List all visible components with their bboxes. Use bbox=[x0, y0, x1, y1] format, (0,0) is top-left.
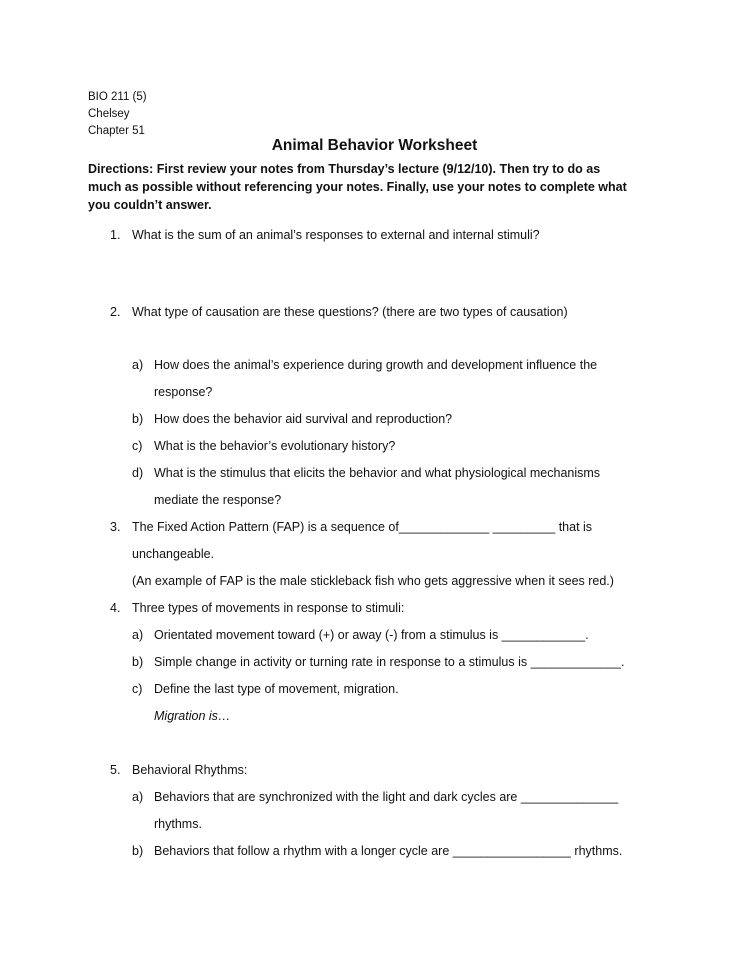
question-2d-continued: mediate the response? bbox=[154, 493, 282, 507]
question-2c bbox=[132, 439, 395, 453]
question-number: 4. bbox=[110, 601, 121, 615]
sub-letter: b) bbox=[132, 412, 144, 426]
question-number: 3. bbox=[110, 520, 121, 534]
chapter-label: Chapter 51 bbox=[88, 125, 145, 137]
sub-question-text: Simple change in activity or turning rate in response to a stimulus is _____________. bbox=[154, 655, 625, 669]
sub-question-text: Define the last type of movement, migration. bbox=[154, 682, 399, 696]
page-title: Animal Behavior Worksheet bbox=[271, 137, 478, 154]
migration-answer-prompt: Migration is… bbox=[154, 709, 231, 723]
directions-line: Directions: First review your notes from Thursday’s lecture (9/12/10). Then try to do as bbox=[88, 162, 601, 176]
question-text: What type of causation are these questions? (there are two types of causation) bbox=[132, 305, 568, 319]
sub-question-text: Behaviors that follow a rhythm with a longer cycle are _________________ rhythms. bbox=[154, 844, 623, 858]
question-2 bbox=[110, 305, 568, 319]
question-2d bbox=[132, 466, 600, 480]
sub-letter: c) bbox=[132, 682, 143, 696]
question-5 bbox=[110, 763, 247, 777]
sub-letter: c) bbox=[132, 439, 143, 453]
course-code: BIO 211 (5) bbox=[88, 91, 147, 103]
student-name: Chelsey bbox=[88, 108, 130, 120]
question-5a-continued: rhythms. bbox=[154, 817, 202, 831]
question-4 bbox=[110, 601, 404, 615]
question-2b bbox=[132, 412, 452, 426]
sub-question-text: How does the behavior aid survival and reproduction? bbox=[154, 412, 453, 426]
question-5b bbox=[132, 844, 622, 858]
question-text: What is the sum of an animal’s responses to external and internal stimuli? bbox=[132, 228, 540, 242]
sub-question-text: Behaviors that are synchronized with the light and dark cycles are ______________ bbox=[154, 790, 619, 804]
directions-line: much as possible without referencing your notes. Finally, use your notes to complete what bbox=[88, 180, 627, 194]
directions-line: you couldn’t answer. bbox=[88, 198, 212, 212]
question-4c bbox=[132, 682, 399, 696]
directions bbox=[88, 160, 627, 214]
question-2a bbox=[132, 358, 597, 372]
question-5a bbox=[132, 790, 618, 804]
sub-letter: a) bbox=[132, 628, 144, 642]
sub-letter: b) bbox=[132, 655, 144, 669]
sub-question-text: What is the stimulus that elicits the behavior and what physiological mechanisms bbox=[154, 466, 601, 480]
question-3-example: (An example of FAP is the male stickleback fish who gets aggressive when it sees red.) bbox=[132, 574, 614, 588]
sub-letter: b) bbox=[132, 844, 144, 858]
question-3 bbox=[110, 520, 592, 534]
question-1 bbox=[110, 228, 540, 242]
sub-letter: a) bbox=[132, 790, 144, 804]
sub-question-text: What is the behavior’s evolutionary history? bbox=[154, 439, 396, 453]
sub-letter: a) bbox=[132, 358, 144, 372]
question-text: Behavioral Rhythms: bbox=[132, 763, 248, 777]
question-4b bbox=[132, 655, 624, 669]
sub-question-text: How does the animal’s experience during growth and development influence the bbox=[154, 358, 598, 372]
question-number: 1. bbox=[110, 228, 121, 242]
question-number: 2. bbox=[110, 305, 121, 319]
question-text: Three types of movements in response to stimuli: bbox=[132, 601, 405, 615]
question-2a-continued: response? bbox=[154, 385, 213, 399]
question-text: The Fixed Action Pattern (FAP) is a sequence of_____________ _________ that is bbox=[132, 520, 593, 534]
question-3-continued: unchangeable. bbox=[132, 547, 215, 561]
question-number: 5. bbox=[110, 763, 121, 777]
sub-question-text: Orientated movement toward (+) or away (-) from a stimulus is ____________. bbox=[154, 628, 589, 642]
header-block bbox=[88, 89, 147, 140]
sub-letter: d) bbox=[132, 466, 144, 480]
question-4a bbox=[132, 628, 589, 642]
